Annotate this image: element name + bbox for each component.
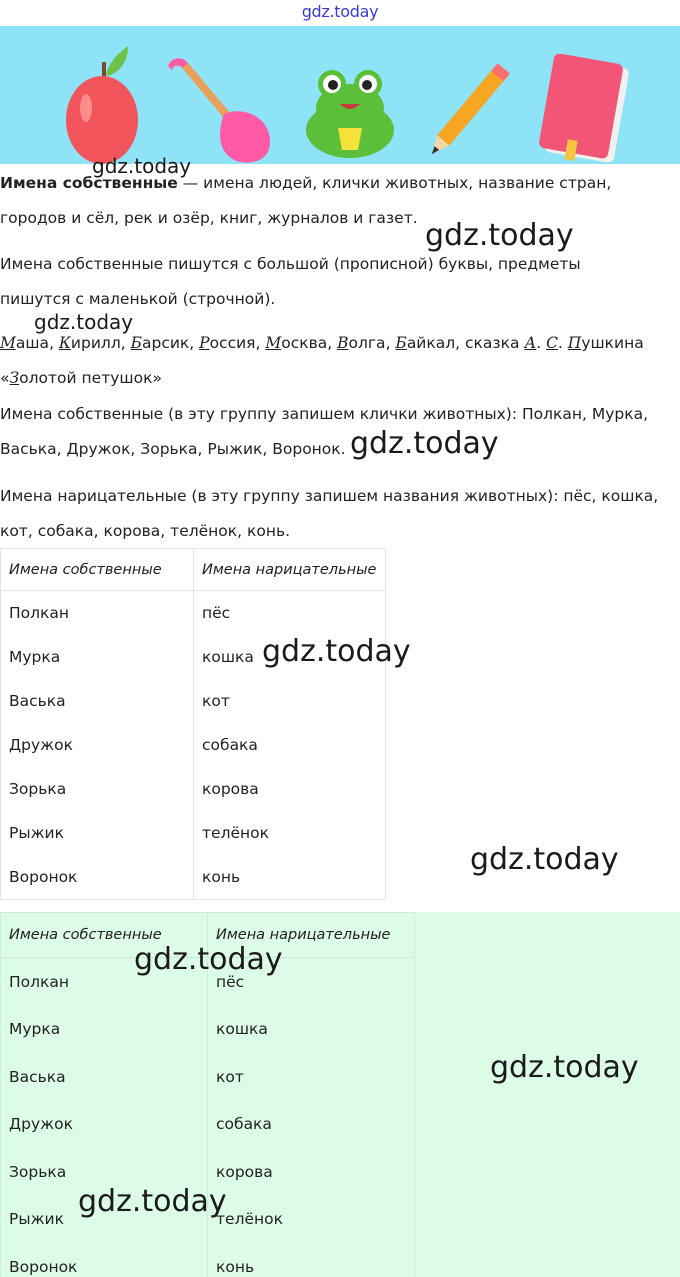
header-common: Имена нарицательные bbox=[208, 913, 415, 958]
names-table bbox=[0, 548, 386, 900]
capital-letter: Б bbox=[395, 334, 407, 352]
watermark: gdz.today bbox=[262, 634, 411, 669]
table-row bbox=[1, 1006, 415, 1054]
pencil-icon bbox=[420, 62, 510, 164]
cell-proper: Воронок bbox=[1, 1243, 208, 1277]
cell-common: корова bbox=[208, 1148, 415, 1196]
word-rest: айкал bbox=[406, 334, 456, 352]
table-row bbox=[1, 1053, 415, 1101]
cell-common: телёнок bbox=[208, 1196, 415, 1244]
watermark: gdz.today bbox=[92, 154, 192, 178]
cell-proper: Васька bbox=[1, 1053, 208, 1101]
rule-line1: Имена собственные пишутся с большой (прописной) буквы, предметы bbox=[0, 255, 581, 273]
cell-proper: Полкан bbox=[1, 958, 208, 1006]
initial: А bbox=[524, 334, 537, 352]
apple-icon bbox=[62, 44, 144, 164]
cell-common: корова bbox=[194, 767, 386, 811]
word-rest: оссия bbox=[209, 334, 256, 352]
capital-letter: М bbox=[265, 334, 282, 352]
watermark: gdz.today bbox=[78, 1184, 227, 1219]
table-row bbox=[1, 811, 386, 855]
cell-common: кот bbox=[194, 679, 386, 723]
cell-proper: Мурка bbox=[1, 1006, 208, 1054]
cell-proper: Дружок bbox=[1, 1101, 208, 1149]
word-rest: арсик bbox=[141, 334, 190, 352]
table-row bbox=[1, 723, 386, 767]
word-rest: аша bbox=[15, 334, 50, 352]
capital-letter: Р bbox=[199, 334, 210, 352]
answer-block bbox=[0, 912, 680, 1277]
capital-letter: М bbox=[0, 334, 16, 352]
cell-proper: Мурка bbox=[1, 635, 194, 679]
header-proper: Имена собственные bbox=[1, 549, 194, 591]
cell-common: кошка bbox=[194, 635, 386, 679]
watermark: gdz.today bbox=[350, 426, 499, 461]
watermark: gdz.today bbox=[425, 218, 574, 253]
watermark: gdz.today bbox=[470, 842, 619, 877]
proper-names-line1: Имена собственные (в эту группу запишем клички животных): Полкан, Мурка, bbox=[0, 405, 649, 423]
cell-proper: Зорька bbox=[1, 1148, 208, 1196]
quote-open: « bbox=[0, 369, 10, 387]
header-common: Имена нарицательные bbox=[194, 549, 386, 591]
word: сказка bbox=[465, 334, 520, 352]
proper-names-line2: Васька, Дружок, Зорька, Рыжик, Воронок. bbox=[0, 440, 346, 458]
watermark: gdz.today bbox=[34, 310, 134, 334]
cell-common: кошка bbox=[208, 1006, 415, 1054]
table-row bbox=[1, 767, 386, 811]
definition-line2: городов и сёл, рек и озёр, книг, журналов и газет. bbox=[0, 209, 418, 227]
watermark: gdz.today bbox=[490, 1050, 639, 1085]
cell-proper: Зорька bbox=[1, 767, 194, 811]
table-row bbox=[1, 1101, 415, 1149]
quote-close: » bbox=[152, 369, 162, 387]
frog-icon bbox=[300, 68, 400, 160]
cell-proper: Рыжик bbox=[1, 1196, 208, 1244]
definition-text: — имена людей, клички животных, название стран, bbox=[177, 174, 612, 192]
table-row bbox=[1, 855, 386, 900]
word-rest: ирилл bbox=[70, 334, 121, 352]
cell-proper: Васька bbox=[1, 679, 194, 723]
cell-common: собака bbox=[208, 1101, 415, 1149]
capital-letter: П bbox=[567, 334, 582, 352]
cell-common: пёс bbox=[208, 958, 415, 1006]
site-logo-link[interactable]: gdz.today bbox=[301, 2, 379, 21]
definition-paragraph bbox=[0, 176, 680, 192]
capital-letter: К bbox=[58, 334, 71, 352]
common-names-line1: Имена нарицательные (в эту группу запишем названия животных): пёс, кошка, bbox=[0, 487, 659, 505]
illustration-banner bbox=[0, 26, 680, 164]
term-bold: Имена собственные bbox=[0, 174, 178, 192]
cell-common: пёс bbox=[194, 591, 386, 636]
common-names-line2: кот, собака, корова, телёнок, конь. bbox=[0, 522, 291, 540]
capital-letter: В bbox=[337, 334, 349, 352]
word-rest: олотой петушок bbox=[19, 369, 153, 387]
table-header-row bbox=[1, 549, 386, 591]
capital-letter: Б bbox=[130, 334, 142, 352]
cell-proper: Полкан bbox=[1, 591, 194, 636]
examples-line2 bbox=[0, 371, 680, 387]
initial: С bbox=[546, 334, 558, 352]
examples-line: Маша, Кирилл, Барсик, Россия, Москва, Волга, Байкал, сказка А. С. Пушкина bbox=[0, 334, 644, 352]
cell-common: кот bbox=[208, 1053, 415, 1101]
shovel-icon bbox=[162, 56, 277, 166]
rule-line2: пишутся с маленькой (строчной). bbox=[0, 290, 276, 308]
word-rest: осква bbox=[281, 334, 328, 352]
book-icon bbox=[538, 54, 630, 162]
word-rest: ушкина bbox=[581, 334, 644, 352]
cell-proper: Дружок bbox=[1, 723, 194, 767]
header-proper: Имена собственные bbox=[1, 913, 208, 958]
table-row bbox=[1, 1243, 415, 1277]
table-row bbox=[1, 591, 386, 636]
cell-common: конь bbox=[208, 1243, 415, 1277]
word-rest: олга bbox=[348, 334, 386, 352]
watermark: gdz.today bbox=[134, 942, 283, 977]
capital-letter: З bbox=[9, 369, 20, 387]
cell-proper: Воронок bbox=[1, 855, 194, 900]
table-row bbox=[1, 679, 386, 723]
cell-common: телёнок bbox=[194, 811, 386, 855]
cell-common: собака bbox=[194, 723, 386, 767]
cell-proper: Рыжик bbox=[1, 811, 194, 855]
cell-common: конь bbox=[194, 855, 386, 900]
